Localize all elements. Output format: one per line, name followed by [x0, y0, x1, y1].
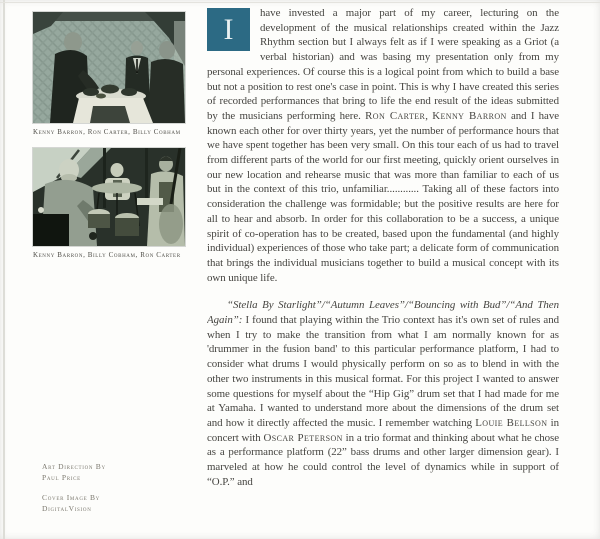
- photo-figure-buffet: [33, 12, 185, 136]
- paragraph-1: [207, 6, 559, 285]
- credit-label: Art Direction By: [42, 462, 106, 471]
- credits-block: [42, 461, 106, 523]
- credit-art-direction: [42, 461, 106, 483]
- paragraph-2: “Stella By Starlight”/“Autumn Leaves”/“Bouncing with Bud”/“And Then Again”: I found that playing within the Trio context has it's own set of rules and when I try to make the transition from what I am normally known for as 'drummer in the fusion band' to this particular performance platform, I had to consider what drums I would physically perform on so as to blend in with the other two instruments in this musical format. For this project I wanted to answer some questions for myself about the “Hip Gig” drum set that I had made for me at Yamaha. I wanted to understand more about the dimensions of the drum set and how it directly affected the music. I remember watching Louie Bellson in concert with Oscar Peterson in a trio format and thinking about what he chose as a performance platform (22” bass drums and other larger dimension gear). I marveled at how he could control the level of dynamics while in support of “O.P.” and: [207, 299, 559, 488]
- article-text: [207, 6, 559, 534]
- credit-name: Paul Price: [42, 473, 81, 482]
- photo-caption: Kenny Barron, Ron Carter, Billy Cobham: [33, 128, 181, 136]
- photo-caption: Kenny Barron, Billy Cobham, Ron Carter: [33, 251, 181, 259]
- dropcap-initial: I: [207, 8, 250, 51]
- credit-cover-image: [42, 492, 106, 514]
- photo-column: [0, 0, 200, 539]
- photo-figure-stage: [33, 148, 185, 259]
- photo-trio-buffet-image: [33, 12, 185, 123]
- photo-trio-stage-image: [33, 148, 185, 246]
- paragraph-1-body: have invested a major part of my career, lecturing on the development of the musical relationships created within the Jazz Rhythm section but I always felt as if I were speaking as a Griot (a verbal historian) and was basing my presentation only from my personal experiences. Of course this is a logical point from which to build a base but not a position to rest one's case in point. This is why I have created this series of recorded performances that bring to life the end result of the ideas submitted by the musicians performing here. Ron Carter, Kenny Barron and I have known each other for over thirty years, yet the number of performance hours that we have spent together has been very small. On this tour each of us had to travel from different parts of the world for our first meeting, quickly orient ourselves in our new location and rehearse music that was more than familiar to each of us but in the context of this trio, unfamiliar............ Taking all of these factors into consideration the challenge was formidable; but the positive results are here for all to hear and absorb. In order for this collaboration to be a success, a unique spirit of co-operation has to be created, based upon the fundamental (and highly individual) experiences of those who take part; a delicate form of communication that brings the individual musicians together to build a musical concept with its own unique life.: [207, 7, 559, 284]
- credit-name: DigitalVision: [42, 504, 92, 513]
- credit-label: Cover Image By: [42, 493, 100, 502]
